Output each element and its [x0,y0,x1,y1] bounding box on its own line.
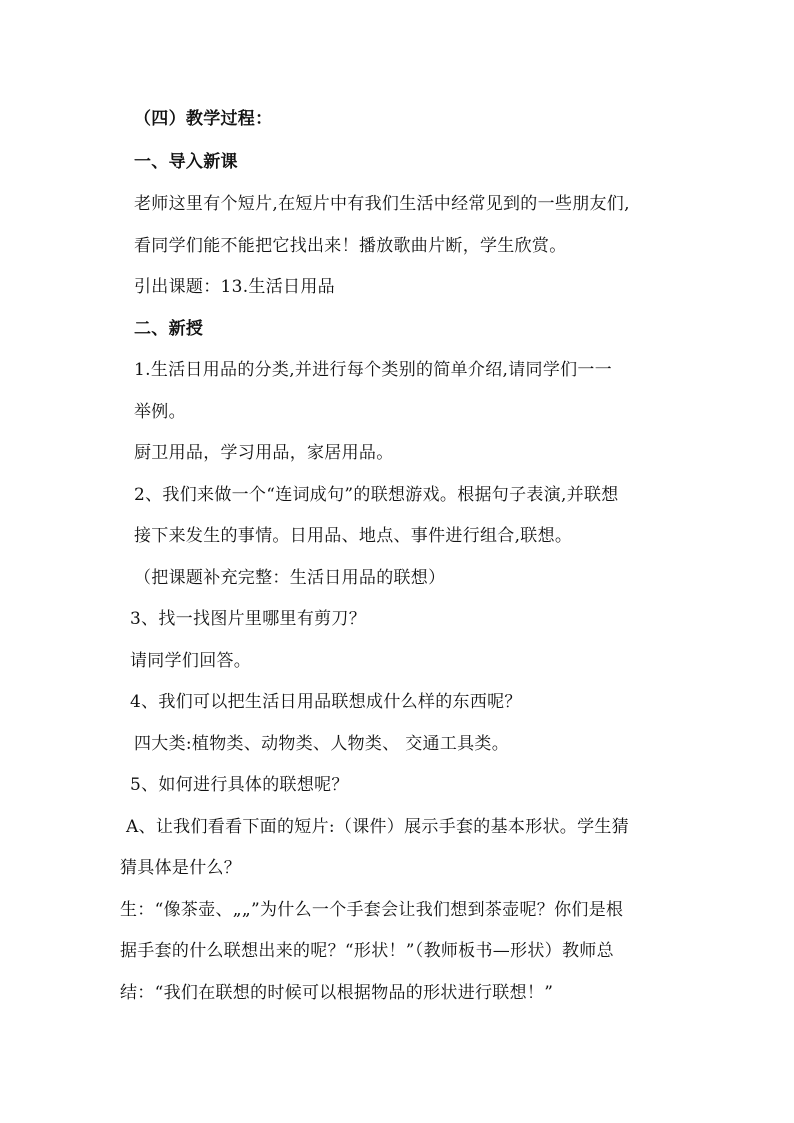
paragraph-line: 接下来发生的事情。日用品、地点、事件进行组合,联想。 [134,526,573,546]
paragraph-line: 生：“像茶壶、„„”为什么一个手套会让我们想到茶壶呢？你们是根 [120,900,624,920]
paragraph-line: 四大类:植物类、动物类、人物类、 交通工具类。 [134,734,510,754]
paragraph-line: （把课题补充完整：生活日用品的联想） [134,568,446,588]
paragraph-line: 1.生活日用品的分类,并进行每个类别的简单介绍,请同学们一一 [134,360,613,380]
paragraph-line: 举例。 [134,402,186,422]
paragraph-line: A、让我们看看下面的短片:（课件）展示手套的基本形状。学生猜 [126,817,630,837]
paragraph-line: 厨卫用品，学习用品，家居用品。 [134,443,394,463]
paragraph-line: 猜具体是什么？ [120,858,242,878]
paragraph-line: 结：“我们在联想的时候可以根据物品的形状进行联想！” [120,983,554,1003]
paragraph-line: 老师这里有个短片,在短片中有我们生活中经常见到的一些朋友们, [134,194,630,214]
paragraph-line: 2、我们来做一个“连词成句”的联想游戏。根据句子表演,并联想 [134,485,619,505]
paragraph-line: 4、我们可以把生活日用品联想成什么样的东西呢？ [130,692,522,712]
section-heading-teaching-process: （四）教学过程： [134,109,273,129]
heading-new-lesson: 二、新授 [134,319,204,339]
paragraph-line: 3、找一找图片里哪里有剪刀？ [130,609,367,629]
heading-introduction: 一、导入新课 [134,152,238,172]
paragraph-line: 引出课题：13.生活日用品 [134,277,335,297]
paragraph-line: 请同学们回答。 [130,651,252,671]
paragraph-line: 5、如何进行具体的联想呢？ [130,775,349,795]
paragraph-line: 看同学们能不能把它找出来！播放歌曲片断，学生欣赏。 [134,236,567,256]
paragraph-line: 据手套的什么联想出来的呢？“形状！”（教师板书—形状）教师总 [120,941,614,961]
